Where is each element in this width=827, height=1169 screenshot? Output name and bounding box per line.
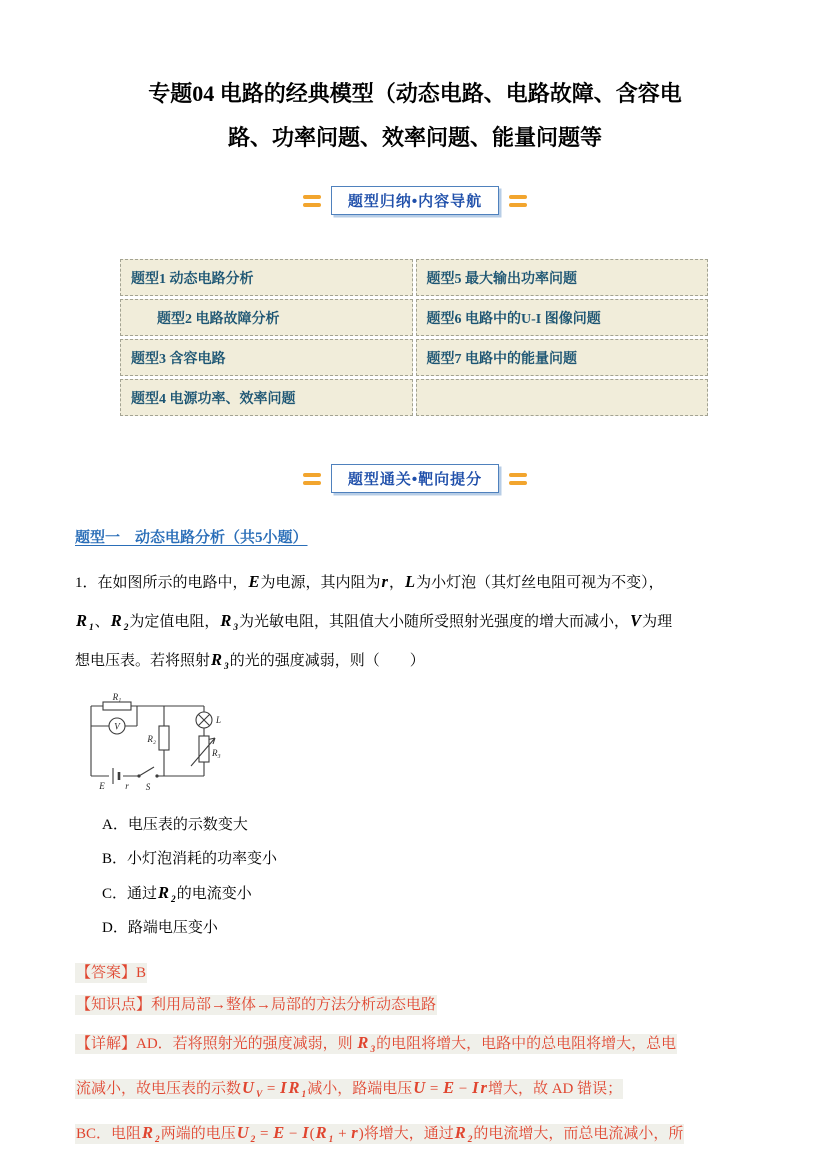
topic-cell-1: 题型1 动态电路分析 bbox=[120, 259, 413, 296]
resistor-r2 bbox=[159, 726, 169, 750]
topic-cell-7: 题型7 电路中的能量问题 bbox=[416, 339, 709, 376]
switch-node-right bbox=[155, 774, 158, 777]
knowledge-point-text: 【知识点】利用局部→整体→局部的方法分析动态电路 bbox=[76, 997, 437, 1013]
option-d: D．路端电压变小 bbox=[102, 920, 218, 936]
detail-line bbox=[75, 1066, 755, 1111]
switch-blade bbox=[139, 767, 154, 776]
answer-block bbox=[75, 957, 755, 1156]
question-line: R $_1$、R $_2$为定值电阻，R $_3$为光敏电阻，其阻值大小随所受照射光强度的增大而减小，V为理 bbox=[76, 611, 673, 633]
lamp-label: L bbox=[216, 715, 222, 725]
document-title bbox=[75, 72, 755, 160]
circuit-diagram bbox=[79, 692, 249, 794]
battery-r-label: r bbox=[125, 781, 129, 791]
photoresistor-r3-label: R₃ bbox=[212, 748, 221, 758]
battery-e-label: E bbox=[99, 781, 105, 791]
detail-text: 【详解】AD．若将照射光的强度减弱，则 R $_3$的电阻将增大，电路中的总电阻将增大，总电 bbox=[76, 1033, 677, 1055]
voltmeter-label: V bbox=[114, 721, 120, 732]
options-list bbox=[102, 808, 755, 945]
detail-line bbox=[75, 1021, 755, 1066]
question-1 bbox=[75, 563, 755, 680]
option-c: C．通过R $_2$的电流变小 bbox=[102, 883, 252, 905]
topic-cell-5: 题型5 最大输出功率问题 bbox=[416, 259, 709, 296]
topic-types-table bbox=[120, 259, 708, 416]
detail-line bbox=[75, 1111, 755, 1156]
question-line: 想电压表。若将照射R $_3$的光的强度减弱，则（ ） bbox=[75, 650, 425, 672]
banner-content-nav-label: 题型归纳•内容导航 bbox=[331, 186, 499, 215]
detail-text: 流减小，故电压表的示数U $_V$ = I R $_1$减小，路端电压U = E − I r增大，故 AD 错误； bbox=[76, 1078, 623, 1100]
switch-label: S bbox=[145, 782, 151, 792]
photoresistor-r3 bbox=[199, 736, 209, 762]
detail-text: BC．电阻R $_2$两端的电压U $_2$ = E − I(R $_1$ + r)将增大，通过R $_2$的电流增大，而总电流减小，所 bbox=[76, 1123, 684, 1145]
banner-bars-right-icon bbox=[509, 473, 527, 485]
circuit-figure bbox=[79, 692, 755, 794]
page-content bbox=[0, 72, 827, 1156]
resistor-r1-label: R₁ bbox=[112, 692, 122, 702]
banner-practice-label: 题型通关•靶向提分 bbox=[331, 464, 499, 493]
option-a: A．电压表的示数变大 bbox=[102, 817, 248, 833]
question-line: 1．在如图所示的电路中，E为电源，其内阻为r，L为小灯泡（其灯丝电阻可视为不变）， bbox=[75, 572, 664, 591]
banner-bars-left-icon bbox=[303, 195, 321, 207]
topic-cell-4: 题型4 电源功率、效率问题 bbox=[120, 379, 413, 416]
section-heading: 题型一 动态电路分析（共5小题） bbox=[75, 530, 308, 546]
topic-cell-2: 题型2 电路故障分析 bbox=[120, 299, 413, 336]
banner-content-nav bbox=[75, 186, 755, 215]
title-line-2: 路、功率问题、效率问题、能量问题等 bbox=[227, 125, 602, 150]
resistor-r2-label: R₂ bbox=[147, 734, 156, 744]
banner-practice bbox=[75, 464, 755, 493]
topic-cell-empty bbox=[416, 379, 709, 416]
resistor-r1 bbox=[103, 702, 131, 710]
knowledge-point-line bbox=[75, 989, 755, 1021]
topic-cell-3: 题型3 含容电路 bbox=[120, 339, 413, 376]
title-line-1: 专题04 电路的经典模型（动态电路、电路故障、含容电 bbox=[148, 81, 682, 106]
banner-bars-right-icon bbox=[509, 195, 527, 207]
answer-line bbox=[75, 957, 755, 989]
banner-bars-left-icon bbox=[303, 473, 321, 485]
answer-text: 【答案】B bbox=[76, 965, 147, 981]
option-b: B．小灯泡消耗的功率变小 bbox=[102, 851, 278, 867]
topic-cell-6: 题型6 电路中的U-I 图像问题 bbox=[416, 299, 709, 336]
